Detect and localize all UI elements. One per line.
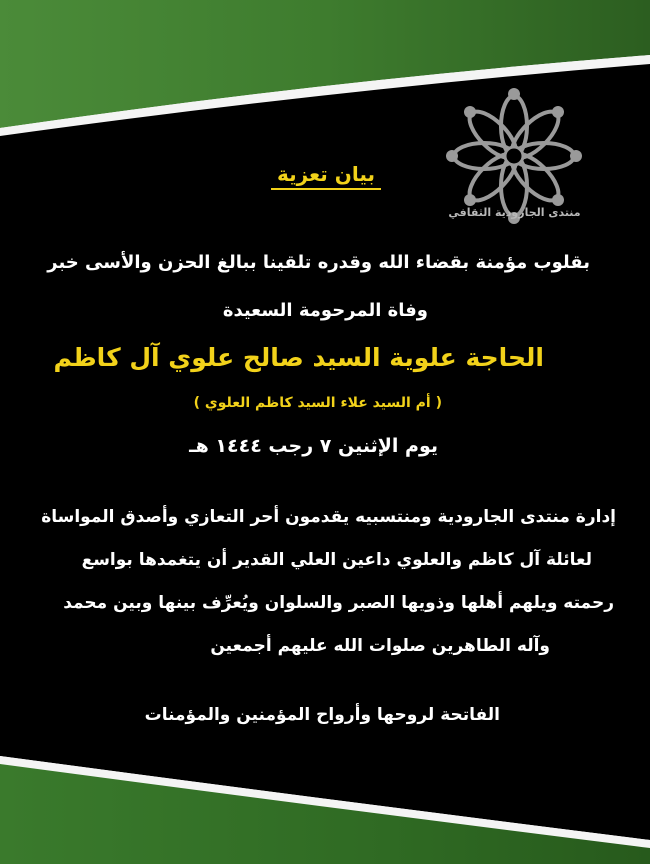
notice-title: بيان تعزية: [266, 162, 386, 186]
date-line: يوم الإثنين ٧ رجب ١٤٤٤ هـ: [189, 435, 438, 457]
body-line-2: لعائلة آل كاظم والعلوي داعين العلي القدير أن يتغمدها بواسع: [81, 550, 592, 570]
body-line-3: رحمته ويلهم أهلها وذويها الصبر والسلوان ويُعرِّف بينها وبين محمد: [63, 593, 614, 613]
flower-ornament-icon: [440, 86, 588, 226]
logo-caption: منتدى الجارودية الثقافي: [448, 206, 581, 219]
deceased-name: الحاجة علوية السيد صالح علوي آل كاظم: [53, 343, 544, 372]
body-line-1: إدارة منتدى الجارودية ومنتسبيه يقدمون أحر التعازي وأصدق المواساة: [41, 507, 616, 527]
intro-line-2: وفاة المرحومة السعيدة: [222, 300, 428, 321]
closing-line: الفاتحة لروحها وأرواح المؤمنين والمؤمنات: [144, 705, 500, 725]
relation-line: ( أم السيد علاء السيد كاظم العلوي ): [193, 395, 442, 411]
body-line-4: وآله الطاهرين صلوات الله عليهم أجمعين: [210, 636, 550, 656]
intro-line-1: بقلوب مؤمنة بقضاء الله وقدره تلقينا ببالغ الحزن والأسى خبر: [47, 252, 590, 273]
